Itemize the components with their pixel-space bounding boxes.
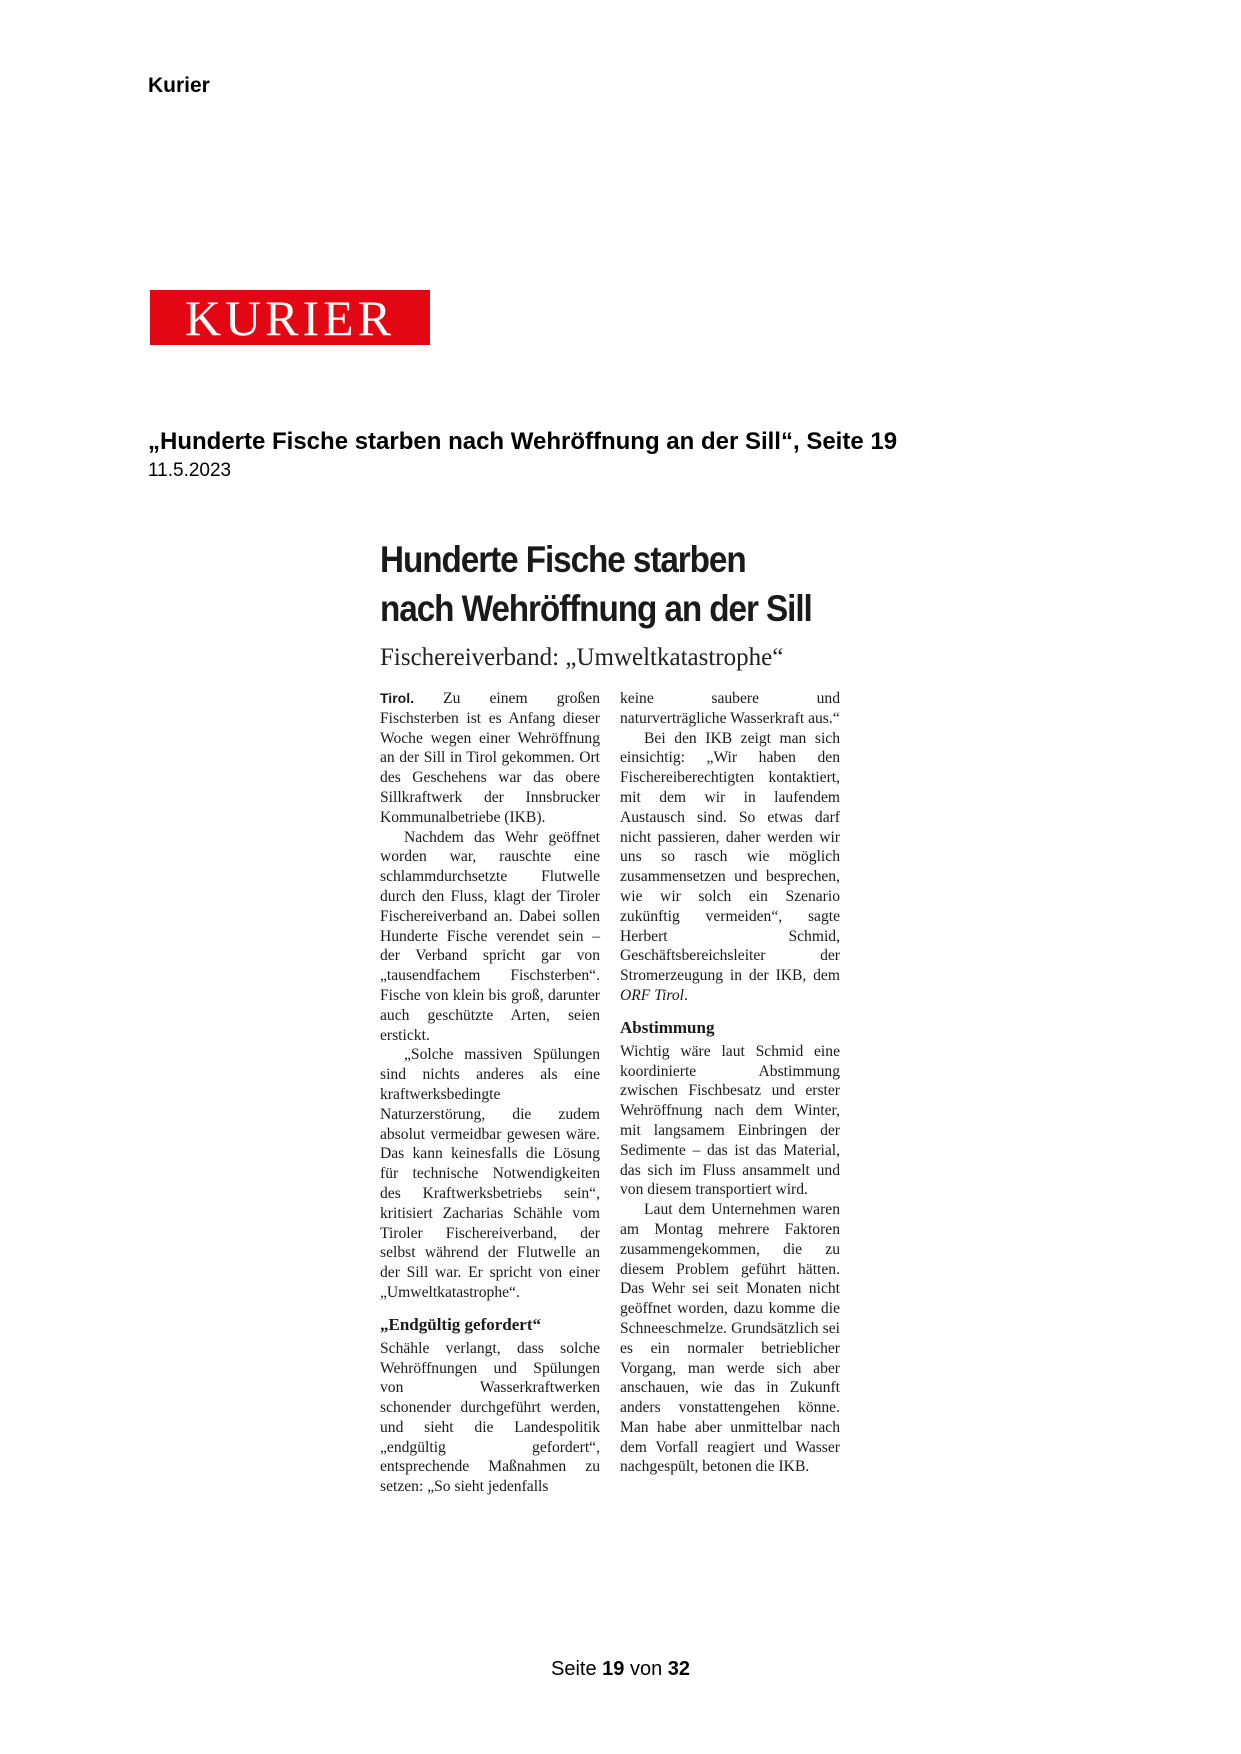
headline-line-1: Hunderte Fische starben <box>380 539 746 580</box>
footer-middle: von <box>624 1658 668 1680</box>
paragraph-6 <box>620 729 840 1006</box>
paragraph-6-text: Bei den IKB zeigt man sich einsichtig: „Wir haben den Fischereiberechtigten kontaktiert, mit dem wir in laufendem Austausch sind. So etwas darf nicht passieren, daher werden wir uns so rasch wie möglich zusammensetzen und besprechen, wie wir solch ein Szenario zukünftig vermeiden“, sagte Herbert Schmid, Geschäftsbereichsleiter der Stromerzeugung in der IKB, dem <box>620 729 840 985</box>
paragraph-7: Wichtig wäre laut Schmid eine koordinierte Abstimmung zwischen Fischbesatz und erster Wehröffnung nach dem Winter, mit langsamem Einbringen der Sedimente – das ist das Material, das sich im Fluss ansammelt und von diesem transportiert wird. <box>620 1042 840 1199</box>
kurier-logo <box>150 290 430 345</box>
headline <box>380 535 812 633</box>
page-footer <box>0 1658 1241 1681</box>
source-name: Kurier <box>148 74 210 97</box>
paragraph-5: keine saubere und naturverträgliche Wasserkraft aus.“ <box>620 690 840 727</box>
column-right <box>620 689 840 1497</box>
column-left <box>380 689 600 1497</box>
paragraph-8: Laut dem Unternehmen waren am Montag mehrere Faktoren zusammengekommen, die zu diesem Problem geführt hätten. Das Wehr sei seit Monaten nicht geöffnet worden, dazu komme die Schneeschmelze. Grundsätzlich sei es ein normaler betrieblicher Vorgang, man werde sich aber anschauen, wie das in Zukunft anders vonstattengehen könne. Man habe aber unmittelbar nach dem Vorfall reagiert und Wasser nachgespült, betonen die IKB. <box>620 1201 840 1476</box>
paragraph-6-end: . <box>683 986 688 1004</box>
source-mention: ORF Tirol <box>620 986 684 1004</box>
subheading-abstimmung: Abstimmung <box>620 1017 715 1037</box>
footer-prefix: Seite <box>550 1658 603 1680</box>
newspaper-clipping <box>380 535 860 1497</box>
paragraph-1-text: Zu einem großen Fischsterben ist es Anfang dieser Woche wegen einer Wehröffnung an der Sill in Tirol gekommen. Ort des Geschehens war das obere Sillkraftwerk der Innsbrucker Kommunalbetriebe (IKB). <box>380 690 600 826</box>
article-reference-title: „Hunderte Fische starben nach Wehröffnung an der Sill“, Seite 19 <box>148 428 898 455</box>
current-page-number: 19 <box>602 1658 625 1680</box>
paragraph-3: „Solche massiven Spülungen sind nichts anderes als eine kraftwerksbedingte Naturzerstörung, die zudem absolut vermeidbar gewesen wäre. Das kann keinesfalls die Lösung für technische Notwendigkeiten des Kraftwerksbetriebs sein“, kritisiert Zacharias Schähle vom Tiroler Fischereiverband, der selbst während der Flutwelle an der Sill war. Er spricht von einer „Umweltkatastrophe“. <box>380 1046 600 1301</box>
subheadline: Fischereiverband: „Umweltkatastrophe“ <box>380 644 784 671</box>
paragraph-1 <box>380 689 600 828</box>
logo-text: KURIER <box>184 289 396 346</box>
paragraph-4: Schähle verlangt, dass solche Wehröffnungen und Spülungen von Wasserkraftwerken schonender durchgeführt werden, und sieht die Landespolitik „endgültig gefordert“, entsprechende Maßnahmen zu setzen: „So sieht jedenfalls <box>380 1339 600 1496</box>
subheading-endgueltig: „Endgültig gefordert“ <box>380 1314 542 1334</box>
lead-word: Tirol. <box>380 690 414 706</box>
total-pages: 32 <box>667 1658 690 1680</box>
paragraph-2: Nachdem das Wehr geöffnet worden war, rauschte eine schlammdurchsetzte Flutwelle durch den Fluss, klagt der Tiroler Fischereiverband an. Dabei sollen Hunderte Fische verendet sein – der Verband spricht gar von „tausendfachem Fischsterben“. Fische von klein bis groß, darunter auch geschützte Arten, seien erstickt. <box>380 828 600 1044</box>
article-date: 11.5.2023 <box>148 460 232 481</box>
headline-line-2: nach Wehröffnung an der Sill <box>380 588 812 629</box>
article-columns <box>380 689 860 1497</box>
